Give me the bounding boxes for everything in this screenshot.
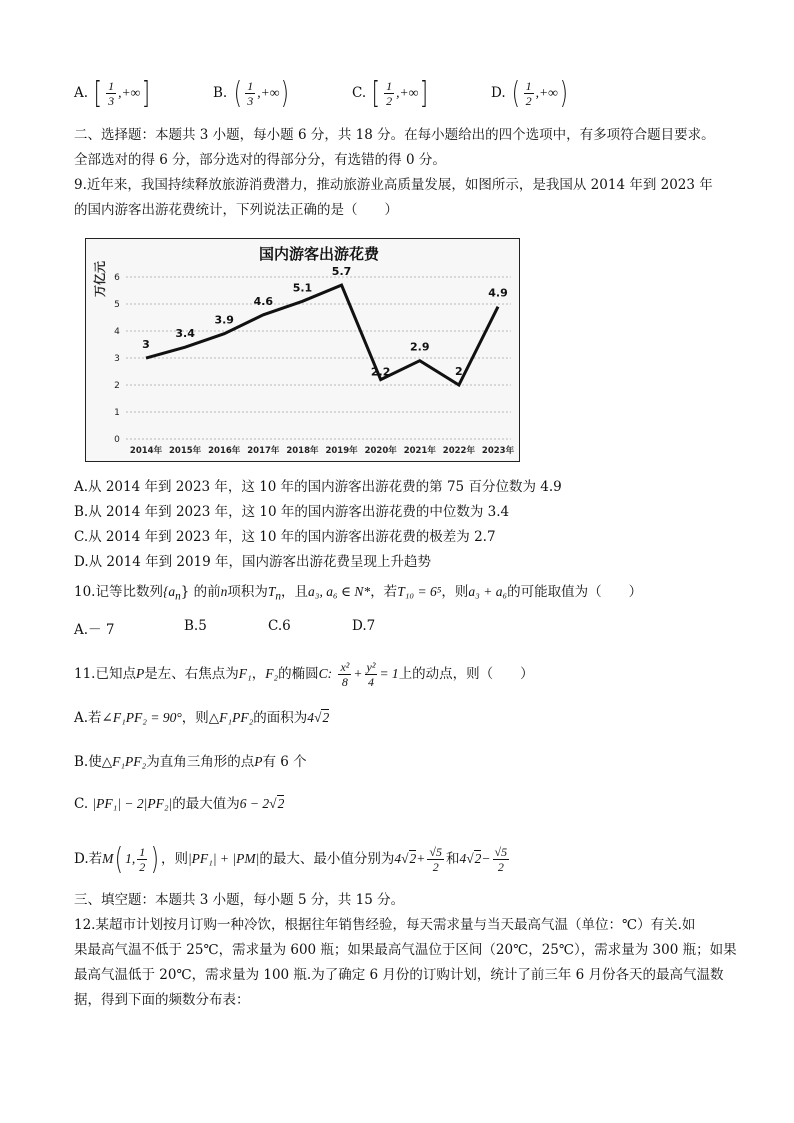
q11-c-text: 的最大值为 (172, 796, 240, 812)
q8-option-c[interactable] (352, 76, 430, 111)
left-bracket: [ (372, 76, 381, 111)
q12-line4: 据，得到下面的频数分布表： (74, 992, 250, 1008)
q12-line1: 12.某超市计划按月订购一种冷饮，根据往年销售经验，每天需求量与当天最高气温（单位：℃）有关.如 (74, 917, 696, 933)
data-label: 5.7 (331, 265, 352, 279)
fraction: $\frac{√5}{2}$ (429, 845, 442, 874)
y-tick-label: 3 (114, 354, 120, 365)
y-tick-label: 0 (114, 435, 120, 445)
interval-rest: ,+∞ (118, 85, 141, 100)
sqrt-sign: √ (466, 851, 474, 866)
series-line (146, 285, 498, 385)
q11-a-triangle: △F₁PF₂ (208, 710, 254, 725)
q11-eq: = 1 (379, 666, 399, 681)
q11-P: P (135, 666, 145, 681)
q11-a-radicand: 2 (322, 710, 330, 725)
q12-line3: 最高气温低于 20℃，需求量为 100 瓶.为了确定 6 月份的订购计划，统计了前三年 6 月份各天的最高气温数 (74, 967, 724, 983)
interval-rest: ,+∞ (535, 85, 558, 100)
left-paren: ( (115, 841, 124, 877)
q11-b-text: 为直角三角形的点 (146, 754, 255, 770)
q9-stem-line2: 的国内游客出游花费统计，下列说法正确的是（ ） (74, 202, 398, 218)
option-letter: A. (74, 85, 89, 101)
q11-a-text: 的面积为 (253, 710, 308, 726)
grid-layer (126, 277, 511, 439)
sqrt-sign: √ (314, 710, 322, 725)
q10-text: 的可能取值为（ ） (507, 584, 643, 600)
line-chart (86, 239, 519, 461)
y-axis-ticks (114, 273, 120, 445)
q10-option-a[interactable]: A.－ 7 (74, 622, 115, 638)
q10-text: 10.记等比数列 (74, 584, 163, 600)
q10-n: n (220, 584, 228, 599)
right-bracket: ) (559, 76, 568, 111)
interval-rest: ,+∞ (257, 85, 280, 100)
right-bracket: ] (141, 76, 151, 111)
q8-option-d[interactable] (491, 76, 569, 111)
q11-option-a[interactable] (74, 708, 329, 728)
q12-line2: 果最高气温不低于 25℃，需求量为 600 瓶；如果最高气温位于区间（20℃，25℃），需求量为 300 瓶；如果 (74, 942, 737, 958)
fraction: $\frac{1}{3}$ (108, 79, 115, 108)
q11-b-text: 有 6 个 (262, 754, 307, 770)
data-label: 2 (455, 365, 463, 379)
fraction-y: $\frac{\text{y²}}{4}$ (366, 660, 376, 689)
q10-seq: {$a_n$ (162, 584, 181, 603)
x-tick-label: 2016年 (208, 446, 241, 456)
x-tick-label: 2019年 (325, 446, 358, 456)
data-labels (142, 265, 508, 378)
q11-option-c[interactable] (74, 794, 284, 814)
q11-text: ， (251, 666, 266, 682)
q11-d-sum: |PF₁| + |PM| (187, 851, 260, 866)
q10-stem (74, 582, 642, 607)
x-tick-label: 2022年 (442, 446, 475, 456)
data-label: 2.2 (370, 365, 391, 379)
q11-option-d[interactable] (74, 841, 511, 877)
q11-a-text: A.若 (74, 710, 102, 726)
q11-d-text: ，则 (160, 851, 188, 867)
fraction: $\frac{1}{3}$ (247, 79, 254, 108)
q11-d-M: M (102, 851, 114, 866)
q11-d-r2: 2 (474, 851, 482, 866)
left-bracket: ( (511, 76, 520, 111)
left-bracket: ( (233, 76, 242, 111)
minus-sign: − (481, 851, 491, 866)
x-tick-label: 2015年 (169, 446, 202, 456)
q10-option-b[interactable]: B.5 (184, 618, 207, 634)
sqrt-sign: √ (401, 851, 409, 866)
data-label: 2.9 (410, 340, 430, 354)
q10-text: 项积为 (227, 584, 268, 600)
q11-c-radicand: 2 (277, 796, 285, 811)
q11-stem (74, 660, 534, 689)
y-axis-label: 万亿元 (93, 260, 107, 298)
data-label: 3.4 (175, 327, 195, 341)
fraction: $\frac{1}{2}$ (525, 79, 532, 108)
data-label: 5.1 (292, 281, 313, 295)
q11-b-text: B.使 (74, 754, 102, 770)
q11-text: 11.已知点 (74, 666, 136, 682)
section2-heading: 二、选择题：本题共 3 小题，每小题 6 分，共 18 分。在每小题给出的四个选项中，有多项符合题目要求。 (74, 127, 715, 143)
data-label: 4.6 (253, 294, 274, 308)
q11-d-v2: 4 (459, 851, 467, 866)
q11-a-text: ，则 (181, 710, 209, 726)
q11-C: C: (318, 666, 333, 681)
section2-instructions: 全部选对的得 6 分，部分选对的得部分分，有选错的得 0 分。 (74, 152, 446, 168)
x-tick-label: 2023年 (481, 446, 515, 456)
fraction: $\frac{√5}{2}$ (494, 845, 508, 874)
q9-option-a[interactable]: A.从 2014 年到 2023 年，这 10 年的国内游客出游花费的第 75 百分位数为 4.9 (74, 479, 562, 495)
x-tick-label: 2018年 (286, 446, 319, 456)
q11-option-b[interactable] (74, 752, 307, 772)
y-tick-label: 1 (114, 408, 120, 419)
y-tick-label: 5 (114, 300, 120, 311)
q10-option-d[interactable]: D.7 (352, 618, 376, 634)
fraction: $\frac{1}{2}$ (386, 79, 393, 108)
chart-title: 国内游客出游花费 (258, 245, 380, 263)
q11-d-text: 的最大、最小值分别为 (259, 851, 395, 867)
q10-expr: a₃ + a₆ (468, 584, 508, 599)
plus-sign: + (416, 851, 426, 866)
q10-T: $T_n$ (267, 584, 282, 603)
q11-d-r1: 2 (409, 851, 417, 866)
option-letter: C. (352, 85, 367, 101)
q10-text: ，则 (441, 584, 469, 600)
y-tick-label: 2 (114, 381, 120, 392)
q11-F2: F₂ (265, 666, 279, 681)
x-tick-label: 2020年 (364, 446, 397, 456)
q11-a-val: 4 (307, 710, 315, 725)
q10-text: ，若 (370, 584, 398, 600)
q11-d-coord: 1, (125, 851, 136, 866)
q10-text: } 的前 (180, 584, 221, 600)
q8-option-b[interactable] (213, 76, 291, 111)
sqrt-sign: √ (269, 796, 277, 811)
chart-frame (85, 238, 520, 462)
q10-text: ，且 (281, 584, 309, 600)
q11-a-angle: ∠F₁PF₂ = 90° (101, 710, 182, 725)
interval-rest: ,+∞ (396, 85, 419, 100)
q11-c-val: 6 − 2 (239, 796, 270, 811)
right-paren: ) (150, 841, 160, 877)
q11-text: 的椭圆 (278, 666, 319, 682)
q10-option-c[interactable]: C.6 (268, 618, 291, 634)
right-bracket: ) (281, 76, 290, 111)
data-label: 4.9 (488, 286, 508, 300)
q11-b-P: P (254, 754, 263, 769)
data-label: 3 (142, 338, 150, 352)
q11-d-text: 和 (445, 851, 460, 867)
q9-stem-line1: 9.近年来，我国持续释放旅游消费潜力，推动旅游业高质量发展，如图所示，是我国从 2014 年到 2023 年 (74, 177, 713, 193)
q9-option-c[interactable]: C.从 2014 年到 2023 年，这 10 年的国内游客出游花费的极差为 2.7 (74, 529, 496, 545)
q11-text: 是左、右焦点为 (144, 666, 239, 682)
q11-c-expr: |PF₁| − 2|PF₂| (92, 796, 173, 811)
q11-d-text: D.若 (74, 851, 103, 867)
x-tick-label: 2021年 (403, 446, 436, 456)
q11-d-v1: 4 (394, 851, 402, 866)
y-tick-label: 4 (114, 327, 120, 338)
x-axis-ticks (130, 445, 515, 456)
q9-option-d[interactable]: D.从 2014 年到 2019 年，国内游客出游花费呈现上升趋势 (74, 554, 432, 570)
y-tick-label: 6 (114, 273, 120, 284)
q11-b-triangle: △F₁PF₂ (101, 754, 147, 769)
x-tick-label: 2017年 (247, 446, 280, 456)
option-letter: D. (491, 85, 506, 101)
fraction: $\frac{1}{2}$ (139, 845, 146, 874)
q9-option-b[interactable]: B.从 2014 年到 2023 年，这 10 年的国内游客出游花费的中位数为 3.4 (74, 504, 510, 520)
fraction-x: $\frac{\text{x²}}{8}$ (340, 660, 350, 689)
q11-c-text: C. (74, 796, 89, 812)
x-tick-label: 2014年 (129, 446, 163, 456)
q10-cond: a₃, a₆ ∈ N* (308, 584, 371, 599)
section3-heading: 三、填空题：本题共 3 小题，每小题 5 分，共 15 分。 (74, 892, 405, 908)
q8-option-a[interactable] (74, 76, 152, 111)
q11-text: 上的动点，则（ ） (398, 666, 534, 682)
right-bracket: ] (420, 76, 429, 111)
option-letter: B. (213, 85, 228, 101)
q11-F1: F₁ (238, 666, 252, 681)
plus-sign: + (353, 666, 363, 681)
q10-t10: T₁₀ = 6⁵ (397, 584, 442, 599)
left-bracket: [ (94, 76, 103, 111)
data-label: 3.9 (214, 313, 234, 327)
